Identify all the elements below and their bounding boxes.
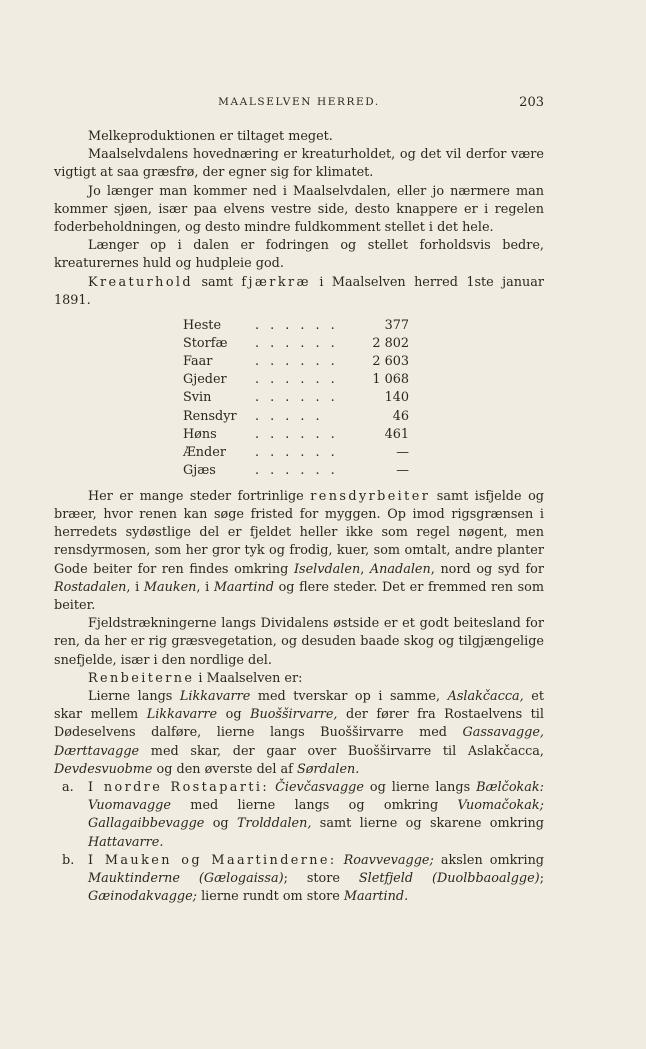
text-run: samt lierne og skarene omkring: [311, 816, 544, 832]
livestock-row: [183, 443, 409, 461]
livestock-count: 461: [384, 426, 409, 442]
paragraph-upper-valley: Længer op i dalen er fodringen og stellet forholdsvis bedre, kreaturernes huld og hudpleie god.: [54, 238, 544, 272]
livestock-table: [183, 316, 409, 480]
leader-dots: . . . . . .: [255, 372, 339, 388]
text-run: Lierne langs: [88, 688, 180, 704]
livestock-count: 377: [384, 317, 409, 333]
livestock-count: 140: [384, 390, 409, 406]
livestock-label: Faar: [183, 354, 213, 369]
text-run: og flere steder. Det er fremmed ren som beiter.: [54, 579, 544, 613]
place-name: Anadalen: [369, 561, 431, 577]
place-name: Devdesvuobme: [54, 761, 153, 777]
text-run: og den øverste del af: [152, 761, 297, 777]
place-name: Likkavarre: [179, 688, 251, 704]
text-run: der fører fra Rostaelvens til Dødeselvens dalføre, lierne langs Buošširvarre med: [54, 707, 544, 741]
livestock-label: Høns: [183, 426, 217, 442]
livestock-label: Gjæs: [183, 463, 216, 479]
list-marker: b.: [62, 852, 75, 868]
spaced-term: Kreaturhold: [88, 274, 194, 290]
livestock-count: —: [396, 444, 409, 460]
livestock-row: [183, 389, 409, 407]
place-name: Roavvevagge;: [343, 852, 434, 868]
paragraph-reindeer-pastures-heading: [54, 670, 544, 688]
leader-dots: . . . . . .: [255, 354, 339, 369]
text-run: med tverskar op i samme,: [250, 688, 448, 704]
livestock-row: [183, 334, 409, 352]
text-run: , nord og syd for: [430, 561, 544, 577]
spaced-term: I nordre Rostaparti:: [88, 779, 270, 795]
page-header: [54, 96, 544, 112]
text-run: et skar mellem: [54, 688, 544, 723]
paragraph-main-industry: Maalselvdalens hovednæring er kreaturholdet, og det vil derfor være vigtigt at saa græsfrø, der egner sig for klimatet.: [54, 147, 544, 181]
spaced-term: I Mauken og Maartinderne:: [88, 852, 337, 868]
paragraph-dividalen: Fjeldstrækningerne langs Dividalens østside er et godt beitesland for ren, da her er rig græsvegetation, og desuden baade skog og tilgjængelige snefjelde, især i den nordlige del.: [54, 616, 544, 668]
leader-dots: . . . . . .: [255, 335, 339, 351]
place-name: Mauken: [143, 579, 197, 595]
leader-dots: . . . . . .: [255, 444, 339, 460]
text-run: lierne rundt om store: [197, 889, 344, 905]
place-name: Aslakčacca,: [447, 688, 524, 704]
place-name: Maartind: [213, 579, 274, 595]
livestock-count: —: [396, 463, 409, 479]
spaced-term: fjærkræ: [241, 274, 311, 290]
spaced-term: Renbeiterne: [88, 670, 195, 686]
place-name: Hattavarre.: [88, 834, 164, 850]
livestock-row: [183, 462, 409, 480]
livestock-row: [183, 352, 409, 370]
text-run: med lierne langs og omkring: [170, 798, 458, 814]
place-name: Likkavarre: [146, 707, 218, 723]
running-title: MAALSELVEN HERRED.: [218, 96, 380, 108]
livestock-row: [183, 371, 409, 389]
text-run: og lierne langs: [363, 779, 477, 795]
text-run: akslen omkring: [433, 852, 545, 868]
place-name: Sletfjeld (Duolbbaoalgge): [358, 870, 540, 886]
text-run: og: [204, 816, 237, 832]
text-run: og: [217, 707, 251, 723]
paragraph-fodder-supply: Jo længer man kommer ned i Maalselvdalen, eller jo nærmere man kommer sjøen, især paa elvens vestre side, desto knappere er i regelen foderbeholdningen, og desto mindre fuldkomment stellet i det hele.: [54, 183, 544, 236]
livestock-row: [183, 425, 409, 443]
place-name: Sørdalen.: [296, 761, 360, 777]
livestock-count: 1 068: [372, 372, 409, 388]
place-name: Trolddalen,: [236, 816, 312, 832]
place-name: Iselvdalen: [293, 561, 361, 577]
place-name: Rostadalen: [54, 579, 127, 595]
text-run: ; store: [283, 870, 359, 886]
livestock-count: 2 802: [372, 335, 409, 351]
text-run: samt: [193, 274, 242, 290]
livestock-count: 46: [392, 408, 409, 424]
livestock-label: Rensdyr: [183, 408, 237, 424]
text-run: med skar, der gaar over Buošširvarre til Aslakčacca,: [139, 743, 544, 759]
paragraph-milk-production: Melkeproduktionen er tiltaget meget.: [88, 129, 333, 144]
place-name: Gassavagge, Dærttavagge: [54, 725, 544, 759]
list-item-b: [54, 852, 544, 907]
text-run: ,: [360, 561, 370, 577]
text-run: samt isfjelde og bræer, hvor renen kan søge fristed for myggen. Op imod rigsgrænsen i herredets sydøstlige del er fjeldet heller ikke som regel nøgent, men rensdyrmosen, som her gror tyk og frodig, kuer, som omtalt, andre planter Gode beiter for ren findes omkring: [54, 488, 544, 577]
list-marker: a.: [62, 779, 74, 795]
text-run: i Maalselven er:: [194, 670, 303, 686]
paragraph-livestock-intro: [54, 274, 544, 310]
livestock-label: Storfæ: [183, 335, 228, 351]
place-name: Bælčokak: Vuomavagge: [88, 779, 544, 814]
leader-dots: . . . . .: [255, 408, 324, 424]
livestock-label: Gjeder: [183, 372, 227, 388]
livestock-row: [183, 316, 409, 334]
paragraph-lierne: [54, 688, 544, 779]
text-run: , i: [196, 579, 214, 595]
spaced-term: rensdyrbeiter: [310, 488, 431, 504]
text-run: i Maalselven herred 1ste januar 1891.: [54, 274, 545, 308]
place-name: Gæinodakvagge;: [88, 889, 197, 905]
paragraph-reindeer-pastures: [54, 488, 544, 615]
text-run: [337, 853, 344, 868]
place-name: Čievčasvagge: [275, 779, 364, 795]
livestock-label: Svin: [183, 390, 212, 406]
place-name: Maartind.: [343, 889, 409, 905]
leader-dots: . . . . . .: [255, 463, 339, 479]
place-name: Buošširvarre,: [250, 707, 338, 723]
livestock-label: Heste: [183, 317, 222, 333]
list-item-a: [54, 779, 544, 852]
leader-dots: . . . . . .: [255, 390, 339, 406]
livestock-row: [183, 407, 409, 425]
leader-dots: . . . . . .: [255, 317, 339, 333]
page-body: [54, 128, 544, 906]
livestock-label: Ænder: [183, 444, 226, 460]
text-run: ;: [539, 870, 544, 886]
place-name: Vuomačokak; Gallagaibbevagge: [88, 798, 544, 832]
place-name: Mauktinderne (Gælogaissa): [88, 870, 284, 886]
text-run: Her er mange steder fortrinlige: [88, 488, 311, 504]
text-run: , i: [126, 579, 144, 595]
leader-dots: . . . . . .: [255, 426, 339, 442]
page-number: 203: [519, 95, 544, 110]
livestock-count: 2 603: [372, 354, 409, 369]
